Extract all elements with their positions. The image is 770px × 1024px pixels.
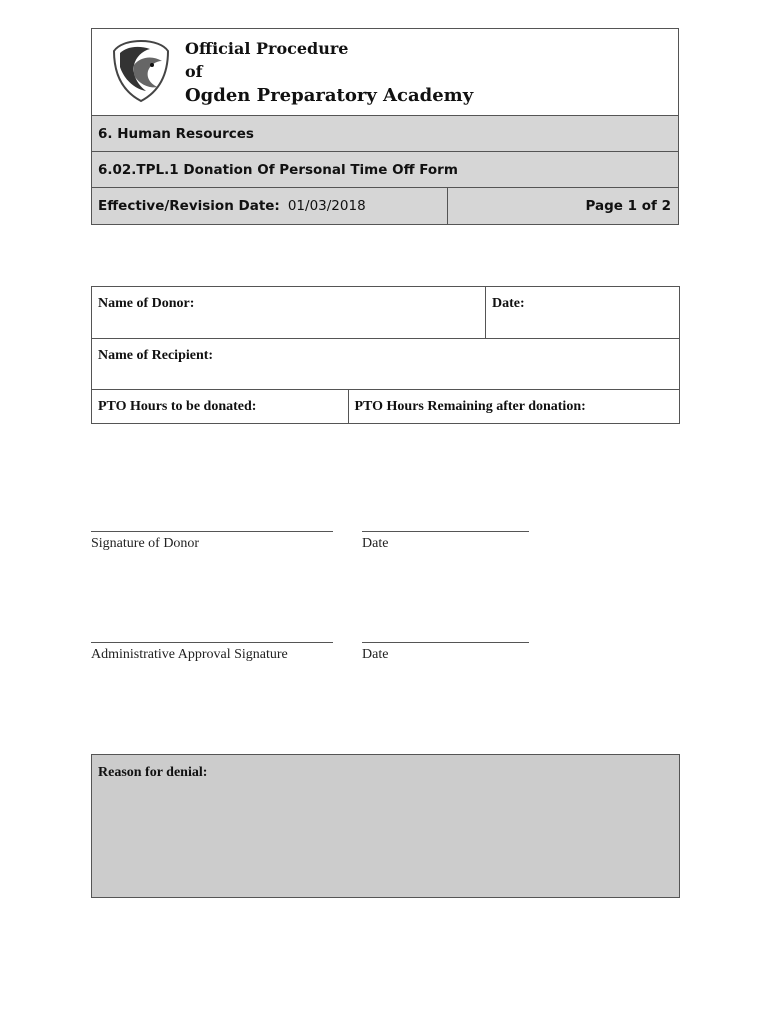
donation-form-table (91, 286, 680, 424)
title-line-1: Official Procedure (185, 39, 349, 58)
denial-reason-box[interactable] (91, 754, 680, 898)
table-row (92, 339, 680, 390)
pto-hours-cell (92, 390, 680, 424)
donor-date-label: Date (362, 536, 389, 551)
recipient-name-label: Name of Recipient: (98, 348, 214, 363)
section-row (92, 116, 678, 152)
donor-name-field[interactable] (92, 287, 486, 339)
donation-date-field[interactable] (486, 287, 680, 339)
pto-hours-donated-label: PTO Hours to be donated: (98, 399, 257, 414)
pto-hours-remaining-field[interactable] (348, 390, 679, 423)
admin-signature-block (91, 642, 333, 663)
donor-date-block (362, 531, 529, 552)
donor-signature-line[interactable] (91, 531, 333, 532)
title-line-2: of (185, 62, 203, 81)
admin-signature-line[interactable] (91, 642, 333, 643)
title-line-3: Ogden Preparatory Academy (185, 85, 474, 106)
effective-date-value: 01/03/2018 (287, 198, 366, 214)
donor-signature-block (91, 531, 333, 552)
admin-signature-label: Administrative Approval Signature (91, 647, 288, 662)
table-row (92, 390, 680, 424)
denial-reason-label: Reason for denial: (98, 765, 208, 780)
admin-date-block (362, 642, 529, 663)
date-label: Date: (492, 296, 525, 311)
donor-name-label: Name of Donor: (98, 296, 195, 311)
admin-date-line[interactable] (362, 642, 529, 643)
table-row (92, 287, 680, 339)
form-title: 6.02.TPL.1 Donation Of Personal Time Off Form (98, 161, 458, 178)
effective-date-cell (92, 188, 448, 224)
page-number: Page 1 of 2 (585, 198, 671, 214)
header-title-area (92, 29, 678, 116)
donor-date-line[interactable] (362, 531, 529, 532)
effective-date-row (92, 188, 678, 224)
form-title-row (92, 152, 678, 188)
admin-date-label: Date (362, 647, 389, 662)
effective-date-label: Effective/Revision Date: (98, 198, 280, 214)
pto-hours-donated-field[interactable] (92, 390, 348, 423)
recipient-name-field[interactable] (92, 339, 680, 390)
document-header (91, 28, 679, 225)
section-label: 6. Human Resources (98, 125, 254, 142)
donor-signature-label: Signature of Donor (91, 536, 200, 551)
page-number-cell (448, 188, 678, 224)
header-title (185, 37, 473, 109)
academy-shield-logo-icon (112, 39, 170, 103)
pto-hours-remaining-label: PTO Hours Remaining after donation: (354, 399, 586, 414)
